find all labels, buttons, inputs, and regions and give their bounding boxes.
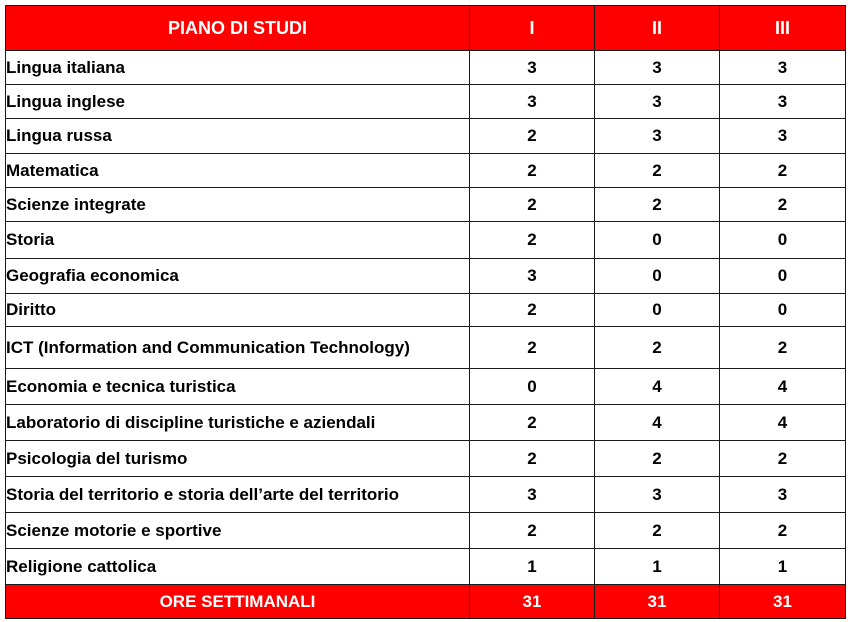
hours-year-3: 2 xyxy=(720,441,846,477)
table-row xyxy=(6,369,846,405)
table-row xyxy=(6,549,846,585)
subject-name: Matematica xyxy=(6,154,470,188)
table-row xyxy=(6,405,846,441)
hours-year-1: 1 xyxy=(470,549,595,585)
subject-name: Scienze motorie e sportive xyxy=(6,513,470,549)
subject-name: Storia del territorio e storia dell’arte del territorio xyxy=(6,477,470,513)
header-year-3: III xyxy=(720,6,846,51)
table-row xyxy=(6,294,846,327)
hours-year-1: 2 xyxy=(470,154,595,188)
hours-year-2: 0 xyxy=(595,222,720,259)
hours-year-1: 2 xyxy=(470,441,595,477)
subject-name: Diritto xyxy=(6,294,470,327)
subject-name: Religione cattolica xyxy=(6,549,470,585)
hours-year-2: 3 xyxy=(595,477,720,513)
table-row xyxy=(6,441,846,477)
study-plan-table xyxy=(5,5,846,619)
header-year-2: II xyxy=(595,6,720,51)
table-row xyxy=(6,327,846,369)
hours-year-2: 3 xyxy=(595,85,720,119)
total-year-1: 31 xyxy=(470,585,595,619)
subject-name: Scienze integrate xyxy=(6,188,470,222)
hours-year-3: 0 xyxy=(720,294,846,327)
hours-year-3: 4 xyxy=(720,405,846,441)
subject-name: Lingua inglese xyxy=(6,85,470,119)
header-title: PIANO DI STUDI xyxy=(6,6,470,51)
hours-year-2: 3 xyxy=(595,119,720,154)
hours-year-1: 2 xyxy=(470,119,595,154)
table-row xyxy=(6,85,846,119)
hours-year-1: 3 xyxy=(470,85,595,119)
hours-year-2: 3 xyxy=(595,51,720,85)
hours-year-3: 0 xyxy=(720,259,846,294)
total-year-3: 31 xyxy=(720,585,846,619)
hours-year-1: 2 xyxy=(470,405,595,441)
hours-year-1: 2 xyxy=(470,294,595,327)
subject-name: Storia xyxy=(6,222,470,259)
hours-year-1: 3 xyxy=(470,477,595,513)
subject-name: Geografia economica xyxy=(6,259,470,294)
hours-year-2: 2 xyxy=(595,513,720,549)
subject-name: Economia e tecnica turistica xyxy=(6,369,470,405)
hours-year-2: 4 xyxy=(595,369,720,405)
hours-year-2: 0 xyxy=(595,294,720,327)
total-label: ORE SETTIMANALI xyxy=(6,585,470,619)
hours-year-3: 2 xyxy=(720,513,846,549)
hours-year-1: 2 xyxy=(470,222,595,259)
table-row xyxy=(6,154,846,188)
hours-year-1: 2 xyxy=(470,327,595,369)
table-row xyxy=(6,477,846,513)
hours-year-2: 2 xyxy=(595,327,720,369)
table-header-row xyxy=(6,6,846,51)
hours-year-3: 2 xyxy=(720,154,846,188)
hours-year-2: 4 xyxy=(595,405,720,441)
subject-name: Lingua italiana xyxy=(6,51,470,85)
hours-year-2: 0 xyxy=(595,259,720,294)
table-row xyxy=(6,222,846,259)
hours-year-3: 3 xyxy=(720,119,846,154)
hours-year-3: 2 xyxy=(720,188,846,222)
hours-year-3: 3 xyxy=(720,477,846,513)
subject-name: ICT (Information and Communication Technology) xyxy=(6,327,470,369)
header-year-1: I xyxy=(470,6,595,51)
hours-year-2: 2 xyxy=(595,188,720,222)
hours-year-3: 3 xyxy=(720,51,846,85)
table-row xyxy=(6,259,846,294)
table-row xyxy=(6,188,846,222)
table-row xyxy=(6,51,846,85)
hours-year-1: 0 xyxy=(470,369,595,405)
hours-year-3: 1 xyxy=(720,549,846,585)
subject-name: Lingua russa xyxy=(6,119,470,154)
hours-year-3: 0 xyxy=(720,222,846,259)
table-row xyxy=(6,513,846,549)
subject-name: Laboratorio di discipline turistiche e aziendali xyxy=(6,405,470,441)
hours-year-1: 3 xyxy=(470,51,595,85)
hours-year-1: 3 xyxy=(470,259,595,294)
hours-year-2: 2 xyxy=(595,154,720,188)
hours-year-1: 2 xyxy=(470,188,595,222)
hours-year-1: 2 xyxy=(470,513,595,549)
hours-year-3: 4 xyxy=(720,369,846,405)
hours-year-3: 3 xyxy=(720,85,846,119)
table-row xyxy=(6,119,846,154)
weekly-hours-total-row xyxy=(6,585,846,619)
hours-year-3: 2 xyxy=(720,327,846,369)
hours-year-2: 2 xyxy=(595,441,720,477)
total-year-2: 31 xyxy=(595,585,720,619)
subject-name: Psicologia del turismo xyxy=(6,441,470,477)
hours-year-2: 1 xyxy=(595,549,720,585)
